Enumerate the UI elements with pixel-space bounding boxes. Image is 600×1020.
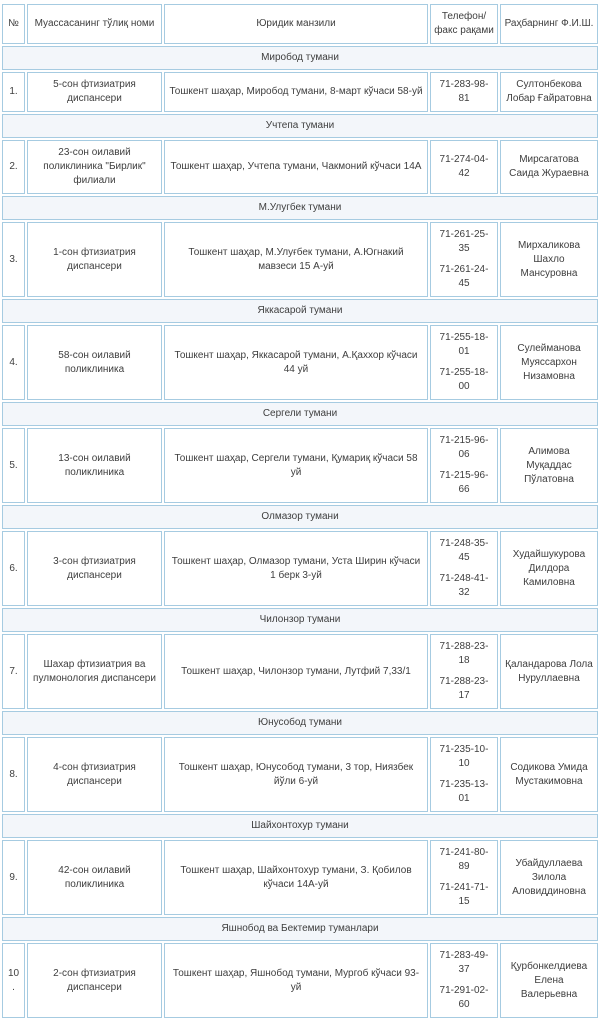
cell-head-name: Худайшукурова Дилдора Камиловна: [500, 531, 598, 606]
cell-head-name: Қурбонкелдиева Елена Валерьевна: [500, 943, 598, 1018]
cell-head-name: Алимова Муқаддас Пўлатовна: [500, 428, 598, 503]
cell-institution-name: 1-сон фтизиатрия диспансери: [27, 222, 162, 297]
section-row: [2, 711, 598, 735]
section-title: Яккасарой тумани: [2, 299, 598, 323]
cell-head-name: Қаландарова Лола Нуруллаевна: [500, 634, 598, 709]
section-row: [2, 505, 598, 529]
col-header-institution-name: Муассасанинг тўлиқ номи: [27, 4, 162, 44]
cell-head-name: Содикова Умида Мустакимовна: [500, 737, 598, 812]
section-title: Шайхонтохур тумани: [2, 814, 598, 838]
table-row: [2, 943, 598, 1018]
phone-number: 71-288-23-18: [439, 641, 489, 666]
table-row: [2, 428, 598, 503]
col-header-legal-address: Юридик манзили: [164, 4, 428, 44]
section-row: [2, 46, 598, 70]
cell-phone: [430, 222, 498, 297]
section-row: [2, 299, 598, 323]
section-title: М.Улугбек тумани: [2, 196, 598, 220]
phone-number: 71-235-10-10: [439, 744, 489, 769]
phone-number: 71-255-18-00: [439, 367, 489, 392]
section-row: [2, 814, 598, 838]
cell-institution-name: 58-сон оилавий поликлиника: [27, 325, 162, 400]
col-header-phone-fax: Телефон/факс рақами: [430, 4, 498, 44]
cell-phone: [430, 428, 498, 503]
phone-number: 71-288-23-17: [439, 676, 489, 701]
phone-number: 71-274-04-42: [439, 154, 489, 179]
phone-number: 71-248-41-32: [439, 573, 489, 598]
table-row: [2, 531, 598, 606]
cell-head-name: Мирсагатова Саида Жураевна: [500, 140, 598, 194]
cell-number: 9.: [2, 840, 25, 915]
cell-number: 6.: [2, 531, 25, 606]
cell-phone: [430, 531, 498, 606]
section-row: [2, 402, 598, 426]
cell-institution-name: Шахар фтизиатрия ва пулмонология диспансери: [27, 634, 162, 709]
cell-address: Тошкент шаҳар, Сергели тумани, Қумариқ кўчаси 58 уй: [164, 428, 428, 503]
cell-address: Тошкент шаҳар, Чилонзор тумани, Лутфий 7,33/1: [164, 634, 428, 709]
table-row: [2, 634, 598, 709]
section-row: [2, 917, 598, 941]
cell-institution-name: 23-сон оилавий поликлиника "Бирлик" филиали: [27, 140, 162, 194]
table-row: [2, 325, 598, 400]
col-header-number: №: [2, 4, 25, 44]
cell-address: Тошкент шаҳар, Яшнобод тумани, Мургоб кўчаси 93-уй: [164, 943, 428, 1018]
cell-number: 4.: [2, 325, 25, 400]
cell-number: 1.: [2, 72, 25, 112]
cell-address: Тошкент шаҳар, Олмазор тумани, Уста Ширин кўчаси 1 берк 3-уй: [164, 531, 428, 606]
table-row: [2, 222, 598, 297]
section-title: Учтепа тумани: [2, 114, 598, 138]
table-row: [2, 840, 598, 915]
cell-number: 5.: [2, 428, 25, 503]
section-title: Миробод тумани: [2, 46, 598, 70]
cell-head-name: Мирхаликова Шахло Мансуровна: [500, 222, 598, 297]
cell-institution-name: 3-сон фтизиатрия диспансери: [27, 531, 162, 606]
section-title: Юнусобод тумани: [2, 711, 598, 735]
cell-phone: [430, 737, 498, 812]
section-title: Олмазор тумани: [2, 505, 598, 529]
phone-number: 71-215-96-66: [439, 470, 489, 495]
cell-address: Тошкент шаҳар, Учтепа тумани, Чакмоний кўчаси 14А: [164, 140, 428, 194]
medical-institutions-table: [0, 2, 600, 1020]
cell-address: Тошкент шаҳар, Миробод тумани, 8-март кўчаси 58-уй: [164, 72, 428, 112]
phone-number: 71-261-24-45: [439, 264, 489, 289]
cell-head-name: Убайдуллаева Зилола Аловиддиновна: [500, 840, 598, 915]
table-header-row: [2, 4, 598, 44]
phone-number: 71-255-18-01: [439, 332, 489, 357]
cell-number: 3.: [2, 222, 25, 297]
cell-phone: [430, 325, 498, 400]
phone-number: 71-283-49-37: [439, 950, 489, 975]
cell-phone: [430, 140, 498, 194]
section-title: Яшнобод ва Бектемир туманлари: [2, 917, 598, 941]
phone-number: 71-283-98-81: [439, 79, 489, 104]
section-row: [2, 114, 598, 138]
cell-head-name: Султонбекова Лобар Ғайратовна: [500, 72, 598, 112]
section-title: Сергели тумани: [2, 402, 598, 426]
cell-institution-name: 42-сон оилавий поликлиника: [27, 840, 162, 915]
col-header-head-name: Раҳбарнинг Ф.И.Ш.: [500, 4, 598, 44]
cell-number: 10.: [2, 943, 25, 1018]
section-row: [2, 608, 598, 632]
cell-address: Тошкент шаҳар, Шайхонтохур тумани, З. Қобилов кўчаси 14А-уй: [164, 840, 428, 915]
phone-number: 71-215-96-06: [439, 435, 489, 460]
table-row: [2, 737, 598, 812]
cell-address: Тошкент шаҳар, Юнусобод тумани, 3 тор, Ниязбек йўли 6-уй: [164, 737, 428, 812]
cell-institution-name: 2-сон фтизиатрия диспансери: [27, 943, 162, 1018]
phone-number: 71-261-25-35: [439, 229, 489, 254]
phone-number: 71-241-71-15: [439, 882, 489, 907]
cell-institution-name: 13-сон оилавий поликлиника: [27, 428, 162, 503]
phone-number: 71-241-80-89: [439, 847, 489, 872]
cell-address: Тошкент шаҳар, Яккасарой тумани, А.Қаххор кўчаси 44 уй: [164, 325, 428, 400]
cell-phone: [430, 943, 498, 1018]
phone-number: 71-235-13-01: [439, 779, 489, 804]
cell-institution-name: 5-сон фтизиатрия диспансери: [27, 72, 162, 112]
cell-phone: [430, 72, 498, 112]
cell-address: Тошкент шаҳар, М.Улуғбек тумани, А.Югнакий мавзеси 15 А-уй: [164, 222, 428, 297]
cell-number: 7.: [2, 634, 25, 709]
cell-number: 8.: [2, 737, 25, 812]
cell-number: 2.: [2, 140, 25, 194]
table-row: [2, 72, 598, 112]
cell-phone: [430, 840, 498, 915]
section-row: [2, 196, 598, 220]
cell-head-name: Сулейманова Муяссархон Низамовна: [500, 325, 598, 400]
phone-number: 71-291-02-60: [439, 985, 489, 1010]
section-title: Чилонзор тумани: [2, 608, 598, 632]
cell-phone: [430, 634, 498, 709]
phone-number: 71-248-35-45: [439, 538, 489, 563]
cell-institution-name: 4-сон фтизиатрия диспансери: [27, 737, 162, 812]
table-row: [2, 140, 598, 194]
